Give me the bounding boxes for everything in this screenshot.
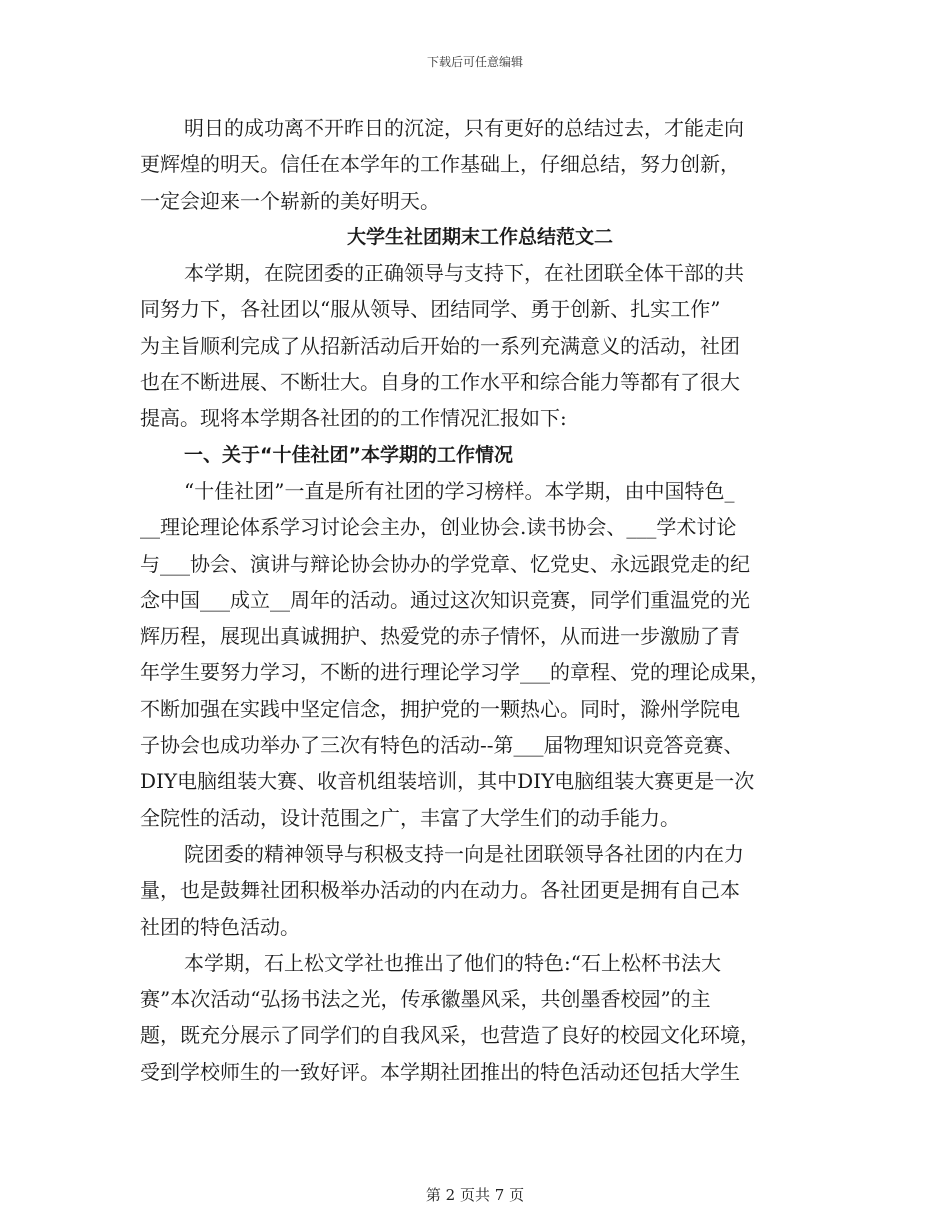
paragraph-line: 赛”本次活动“弘扬书法之光，传承徽墨风采，共创墨香校园”的主	[140, 987, 711, 1012]
paragraph-line: 一定会迎来一个崭新的美好明天。	[140, 188, 440, 213]
page-header: 下载后可任意编辑	[426, 55, 523, 69]
document-title: 大学生社团期末工作总结范文二	[346, 225, 613, 248]
paragraph-line: 本学期，在院团委的正确领导与支持下，在社团联全体干部的共	[184, 261, 744, 286]
paragraph-line: DIY电脑组装大赛、收音机组装培训，其中DIY电脑组装大赛更是一次	[140, 769, 755, 794]
paragraph-line: 也在不断进展、不断壮大。自身的工作水平和综合能力等都有了很大	[140, 370, 740, 395]
paragraph-line: 量，也是鼓舞社团积极举办活动的内在动力。各社团更是拥有自己本	[140, 878, 740, 903]
paragraph-line: 同努力下，各社团以“服从领导、团结同学、勇于创新、扎实工作”	[140, 297, 721, 322]
document-body	[140, 110, 820, 1090]
paragraph-line: 更辉煌的明天。信任在本学年的工作基础上，仔细总结，努力创新，	[140, 152, 740, 177]
paragraph-line: “十佳社团”一直是所有社团的学习榜样。本学期，由中国特色_	[184, 478, 735, 503]
paragraph-line: 本学期，石上松文学社也推出了他们的特色:“石上松杯书法大	[184, 950, 721, 975]
paragraph-line: 社团的特色活动。	[140, 914, 300, 939]
paragraph-line: __理论理论体系学习讨论会主办，创业协会.读书协会、___学术讨论	[140, 515, 737, 540]
paragraph-line: 受到学校师生的一致好评。本学期社团推出的特色活动还包括大学生	[140, 1059, 740, 1084]
paragraph-line: 不断加强在实践中坚定信念，拥护党的一颗热心。同时，滁州学院电	[140, 696, 740, 721]
section-heading: 一、关于“十佳社团”本学期的工作情况	[184, 443, 513, 466]
paragraph-line: 全院性的活动，设计范围之广，丰富了大学生们的动手能力。	[140, 805, 680, 830]
paragraph-line: 辉历程，展现出真诚拥护、热爱党的赤子情怀，从而进一步激励了青	[140, 624, 740, 649]
paragraph-line: 题，既充分展示了同学们的自我风采，也营造了良好的校园文化环境，	[140, 1023, 760, 1048]
paragraph-line: 念中国___成立__周年的活动。通过这次知识竞赛，同学们重温党的光	[140, 587, 750, 612]
paragraph-line: 提高。现将本学期各社团的的工作情况汇报如下:	[140, 406, 567, 431]
paragraph-line: 为主旨顺利完成了从招新活动后开始的一系列充满意义的活动，社团	[140, 333, 740, 358]
paragraph-line: 年学生要努力学习，不断的进行理论学习学___的章程、党的理论成果，	[140, 660, 770, 685]
paragraph-line: 院团委的精神领导与积极支持一向是社团联领导各社团的内在力	[184, 841, 744, 866]
page-footer: 第 2 页共 7 页	[425, 1186, 525, 1204]
paragraph-line: 明日的成功离不开昨日的沉淀，只有更好的总结过去，才能走向	[184, 116, 744, 140]
paragraph-line: 子协会也成功举办了三次有特色的活动--第___届物理知识竞答竞赛、	[140, 733, 744, 758]
paragraph-line: 与___协会、演讲与辩论协会协办的学党章、忆党史、永远跟党走的纪	[140, 551, 750, 576]
